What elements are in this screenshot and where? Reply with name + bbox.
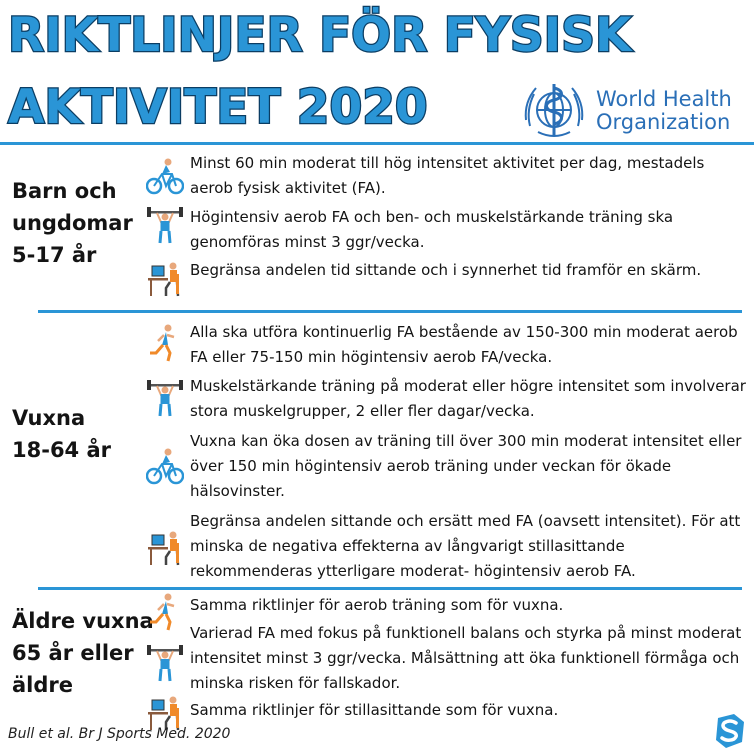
who-wordmark-line-1: World Health [596, 87, 732, 111]
desk-sitter-icon [146, 527, 184, 567]
group-divider [38, 310, 742, 313]
title-line-2: AKTIVITET 2020 [8, 80, 428, 135]
weightlifter-icon [146, 378, 184, 418]
guideline-item: Vuxna kan öka dosen av träning till över 300 min moderat intensitet eller över 150 min högintensiv aerob träning under veckan för ökade hälsovinster. [190, 432, 742, 500]
guideline-item: Samma riktlinjer för aerob träning som för vuxna. [190, 596, 564, 614]
guideline-item: Varierad FA med fokus på funktionell balans och styrka på minst moderat intensitet minst 3 ggr/vecka. Målsättning att öka funktionell förmåga och minska risken för fallskador. [190, 624, 742, 692]
group-label-seniors [12, 605, 154, 701]
group-label-adults [12, 402, 111, 466]
group-label-line: ungdomar [12, 211, 133, 235]
guideline-item: Högintensiv aerob FA och ben- och muskelstärkande träning ska genomföras minst 3 ggr/vecka. [190, 208, 674, 251]
title-line-1: RIKTLINJER FÖR FYSISK [8, 8, 632, 63]
group-label-line: Vuxna [12, 406, 86, 430]
guideline-item: Samma riktlinjer för stillasittande som för vuxna. [190, 701, 559, 719]
guideline-item: Muskelstärkande träning på moderat eller högre intensitet som involverar stora muskelgrupper, 2 eller fler dagar/vecka. [190, 377, 746, 420]
guideline-item: Minst 60 min moderat till hög intensitet aktivitet per dag, mestadels aerob fysisk aktivitet (FA). [190, 154, 705, 197]
who-wordmark-line-2: Organization [596, 110, 731, 134]
guideline-item: Begränsa andelen sittande och ersätt med FA (oavsett intensitet). För att minska de negativa effekterna av långvarigt stillasittande rekommenderas ytterligare moderat- högintensiv aerob FA. [190, 512, 741, 580]
runner-icon [146, 592, 184, 632]
group-label-children [12, 175, 133, 271]
guideline-item: Begränsa andelen tid sittande och i synnerhet tid framför en skärm. [190, 261, 702, 279]
group-label-line: Barn och [12, 179, 117, 203]
weightlifter-icon [146, 643, 184, 683]
group-label-line: 65 år eller [12, 641, 134, 665]
citation: Bull et al. Br J Sports Med. 2020 [8, 726, 231, 742]
weightlifter-icon [146, 205, 184, 245]
runner-icon [146, 323, 184, 363]
group-divider [38, 587, 742, 590]
group-label-line: 5-17 år [12, 243, 97, 267]
who-wordmark [596, 88, 732, 134]
brand-s-logo-icon [712, 712, 748, 750]
who-logo [518, 80, 732, 142]
desk-sitter-icon [146, 258, 184, 298]
group-label-line: 18-64 år [12, 438, 112, 462]
group-label-line: äldre [12, 673, 74, 697]
header-divider [0, 142, 754, 145]
guideline-item: Alla ska utföra kontinuerlig FA bestående av 150-300 min moderat aerob FA eller 75-150 min högintensiv aerob FA/vecka. [190, 323, 738, 366]
group-label-line: Äldre vuxna [12, 609, 154, 633]
cyclist-icon [146, 446, 184, 486]
cyclist-icon [146, 156, 184, 196]
who-emblem-icon [518, 80, 590, 142]
